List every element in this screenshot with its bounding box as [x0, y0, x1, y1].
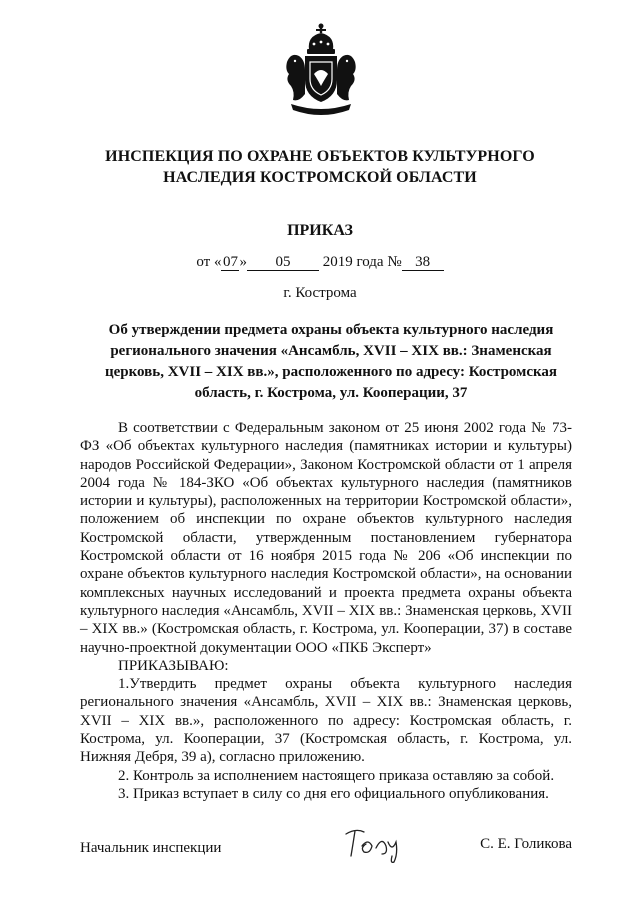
order-month: 05: [247, 254, 319, 271]
order-body: [80, 419, 572, 803]
signatory-position: Начальник инспекции: [80, 840, 222, 856]
organization-name: ИНСПЕКЦИЯ ПО ОХРАНЕ ОБЪЕКТОВ КУЛЬТУРНОГО НАСЛЕДИЯ КОСТРОМСКОЙ ОБЛАСТИ: [105, 148, 535, 186]
coat-of-arms-icon: [283, 22, 359, 122]
issue-city: г. Кострома: [283, 285, 357, 301]
order-item-2: 2. Контроль за исполнением настоящего приказа оставляю за собой.: [118, 767, 555, 784]
date-prefix: от «: [196, 254, 222, 270]
handwritten-signature-icon: [342, 824, 412, 864]
order-word: ПРИКАЗЫВАЮ:: [118, 657, 229, 674]
order-item-3: 3. Приказ вступает в силу со дня его официального опубликования.: [118, 785, 549, 802]
order-subject: Об утверждении предмета охраны объекта культурного наследия регионального значения «Ансамбль, XVII – XIX вв.: Знаменская церковь, XVII – XIX вв.», расположенного по адресу: Костромская область, г. Кострома, ул. Кооперации, 37: [104, 322, 558, 401]
order-number: 38: [402, 254, 444, 271]
order-item-1: 1.Утвердить предмет охраны объекта культурного наследия регионального значения «Ансамбль, XVII – XIX вв.: Знаменская церковь, XVII – XIX вв.», расположенного по адресу: Костромская область, г. Кострома, ул. Кооперации, 37 (Костромская область, г. Кострома, ул. Нижняя Дебря, 39 а), согласно приложению.: [80, 676, 572, 766]
order-day: 07: [222, 254, 238, 270]
signature-block: [80, 836, 572, 876]
signatory-name: С. Е. Голикова: [480, 836, 572, 852]
document-type: ПРИКАЗ: [287, 222, 353, 239]
order-year-text: 2019 года №: [322, 254, 402, 270]
order-date-line: [0, 254, 640, 271]
preamble-paragraph: В соответствии с Федеральным законом от 25 июня 2002 года № 73-ФЗ «Об объектах культурного наследия (памятниках истории и культуры) народов Российской Федерации», Законом Костромской области от 1 апреля 2004 года № 184-ЗКО «Об объектах культурного наследия (памятников истории и культуры), расположенных на территории Костромской области», положением об инспекции по охране объектов культурного наследия Костромской области, утвержденным постановлением губернатора Костромской области от 16 ноября 2015 года № 206 «Об инспекции по охране объектов культурного наследия Костромской области», на основании комплексных научных исследований и проекта предмета охраны объекта культурного наследия «Ансамбль, XVII – XIX вв.: Знаменская церковь, XVII – XIX вв.» (Костромская область, г. Кострома, ул. Кооперации, 37) в составе научно-проектной документации ООО «ПКБ Эксперт»: [80, 420, 572, 656]
date-close-quote: »: [239, 254, 247, 270]
